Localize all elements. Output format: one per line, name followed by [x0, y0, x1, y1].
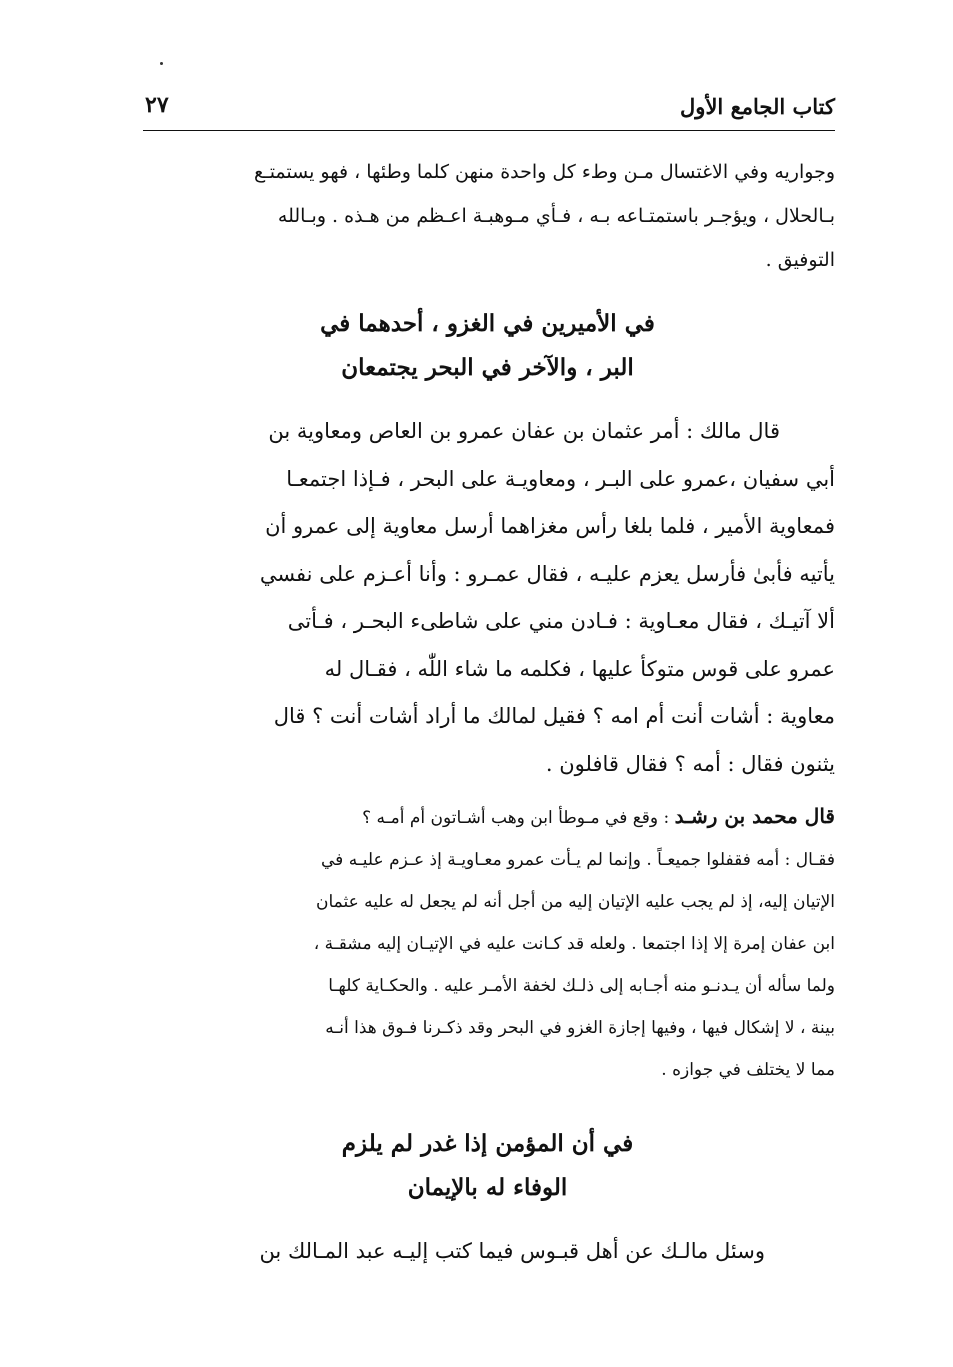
ibn-rushd-commentary — [140, 795, 835, 1091]
malik-paragraph: قال مالك : أمر عثمان بن عفان عمرو بن العاص ومعاوية بن أبي سفيان ،عمرو على البـر ، ومعاويـة على البحر ، فـإذا اجتمعـا فمعاوية الأمير ، فلما بلغا رأس مغزاهما أرسل معاوية إلى عمرو أن يأتيه فأبىٰ فأرسل يعزم عليـه ، فقال عمـرو : وأنا أعـزم على نفسي ألا آتيـك ، فقال معـاوية : فـادن مني على شاطىء البحـر ، فـأتى عمرو على قوس متوكأ عليها ، فكلمه ما شاء اللّٰه ، فقـال له معاوية : أشات أنت أم امه ؟ فقيل لمالك ما أراد أشات أنت ؟ قال يثنون فقال : أمه ؟ فقال قافلون . — [259, 419, 835, 776]
intro-paragraph: وجواريه وفي الاغتسال مـن وطء كل واحدة منهن كلما وطئها ، فهو يستمتـع بـالحلال ، ويؤجـر باستمتـاعه بـه ، فـأي مـوهبـة اعـظم من هـذه . وبـالله التوفيق . — [254, 161, 835, 271]
book-title: كتاب الجامع الأول — [680, 94, 835, 119]
commentary-body: : وقع في مـوطأ ابن وهب أشـاتون أم أمـه ؟ فقـال : أمه فقفلوا جميعـاً . وإنما لم يـأت عمرو معـاويـة إذ عـزم عليـه في الإتيان إليه، إذ لم يجب عليه الإتيان إليه من أجل أنه لم يجعل له عليه عثمان ابن عفان إمرة إلا إذا اجتمعا . ولعله قد كـانت عليه في الإتيـان إليه مشقـة ، ولما سأله أن يـدنـو منه أجـابه إلى ذلـك لخفة الأمـر عليه . والحكـاية كلهـا بينة ، لا إشكال فيها ، وفيها إجازة الغزو في البحر وقد ذكـرنا فـوق هذا أنـه مما لا يختلف في جوازه . — [313, 808, 835, 1080]
header-rule — [143, 130, 835, 131]
section-heading-two-emirs: في الأميرين في الغزو ، أحدهما في البر ، والآخر في البحر يجتمعان — [320, 310, 655, 381]
section-heading-betrayal: في أن المؤمن إذا غدر لم يلزم الوفاء له بالإيمان — [341, 1130, 634, 1201]
closing-paragraph: وسئل مالـك عن أهل قبـوس فيما كتب إليـه عبد المـالك بن — [259, 1239, 765, 1263]
commentary-lead: قال محمد بن رشـد — [674, 804, 835, 828]
ink-speck — [160, 62, 163, 65]
running-header — [140, 88, 835, 128]
page-number: ٢٧ — [145, 92, 169, 118]
